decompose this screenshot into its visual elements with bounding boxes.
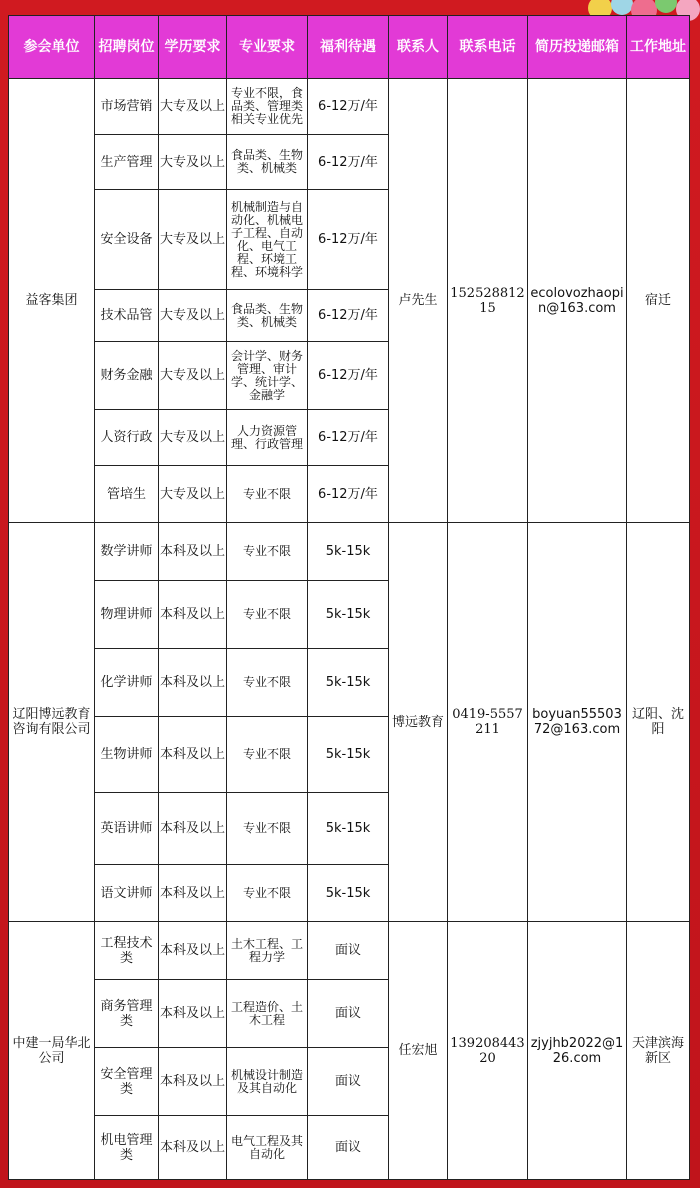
header-phone: 联系电话: [448, 16, 528, 79]
company-phone: 13920844320: [448, 922, 528, 1180]
job-pay: 5k-15k: [308, 523, 389, 581]
header-address: 工作地址: [627, 16, 690, 79]
job-post: 安全管理类: [95, 1048, 159, 1116]
job-education: 本科及以上: [159, 523, 227, 581]
job-major: 专业不限: [227, 717, 308, 793]
company-email: boyuan5550372@163.com: [528, 523, 627, 922]
job-pay: 5k-15k: [308, 717, 389, 793]
job-pay: 6-12万/年: [308, 410, 389, 466]
job-education: 本科及以上: [159, 865, 227, 922]
company-contact: 博远教育: [389, 523, 448, 922]
job-pay: 5k-15k: [308, 581, 389, 649]
job-post: 技术品管: [95, 290, 159, 342]
job-education: 本科及以上: [159, 793, 227, 865]
job-post: 机电管理类: [95, 1116, 159, 1180]
header-row: [9, 16, 690, 79]
job-major: 食品类、生物类、机械类: [227, 135, 308, 190]
job-pay: 6-12万/年: [308, 190, 389, 290]
job-education: 本科及以上: [159, 649, 227, 717]
job-education: 本科及以上: [159, 980, 227, 1048]
company-phone: 0419-5557211: [448, 523, 528, 922]
job-major: 专业不限: [227, 865, 308, 922]
header-company: 参会单位: [9, 16, 95, 79]
job-major: 工程造价、土木工程: [227, 980, 308, 1048]
company-address: 天津滨海新区: [627, 922, 690, 1180]
job-pay: 面议: [308, 1048, 389, 1116]
job-post: 财务金融: [95, 342, 159, 410]
job-pay: 面议: [308, 980, 389, 1048]
header-pay: 福利待遇: [308, 16, 389, 79]
job-major: 专业不限: [227, 793, 308, 865]
table-row: [9, 922, 690, 980]
job-pay: 6-12万/年: [308, 79, 389, 135]
company-address: 辽阳、沈阳: [627, 523, 690, 922]
job-post: 工程技术类: [95, 922, 159, 980]
job-post: 市场营销: [95, 79, 159, 135]
job-pay: 6-12万/年: [308, 290, 389, 342]
job-major: 专业不限: [227, 649, 308, 717]
company-contact: 卢先生: [389, 79, 448, 523]
header-education: 学历要求: [159, 16, 227, 79]
job-pay: 6-12万/年: [308, 342, 389, 410]
table-row: [9, 79, 690, 135]
job-pay: 面议: [308, 922, 389, 980]
job-major: 电气工程及其自动化: [227, 1116, 308, 1180]
job-post: 人资行政: [95, 410, 159, 466]
job-pay: 5k-15k: [308, 865, 389, 922]
company-email: zjyjhb2022@126.com: [528, 922, 627, 1180]
job-major: 机械制造与自动化、机械电子工程、自动化、电气工程、环境工程、环境科学: [227, 190, 308, 290]
job-post: 数学讲师: [95, 523, 159, 581]
job-post: 化学讲师: [95, 649, 159, 717]
job-education: 大专及以上: [159, 79, 227, 135]
company-address: 宿迁: [627, 79, 690, 523]
job-major: 机械设计制造及其自动化: [227, 1048, 308, 1116]
job-pay: 5k-15k: [308, 649, 389, 717]
job-major: 专业不限: [227, 466, 308, 523]
company-contact: 任宏旭: [389, 922, 448, 1180]
job-post: 生物讲师: [95, 717, 159, 793]
job-post: 语文讲师: [95, 865, 159, 922]
job-pay: 面议: [308, 1116, 389, 1180]
job-post: 管培生: [95, 466, 159, 523]
company-name: 辽阳博远教育咨询有限公司: [9, 523, 95, 922]
job-major: 专业不限，食品类、管理类相关专业优先: [227, 79, 308, 135]
job-post: 生产管理: [95, 135, 159, 190]
job-major: 人力资源管理、行政管理: [227, 410, 308, 466]
recruitment-table: [8, 15, 690, 1180]
job-education: 本科及以上: [159, 581, 227, 649]
job-education: 本科及以上: [159, 922, 227, 980]
header-major: 专业要求: [227, 16, 308, 79]
company-name: 益客集团: [9, 79, 95, 523]
job-education: 大专及以上: [159, 290, 227, 342]
job-pay: 6-12万/年: [308, 135, 389, 190]
job-education: 大专及以上: [159, 342, 227, 410]
job-post: 安全设备: [95, 190, 159, 290]
job-education: 本科及以上: [159, 717, 227, 793]
job-education: 大专及以上: [159, 466, 227, 523]
company-name: 中建一局华北公司: [9, 922, 95, 1180]
header-email: 简历投递邮箱: [528, 16, 627, 79]
header-post: 招聘岗位: [95, 16, 159, 79]
job-post: 商务管理类: [95, 980, 159, 1048]
job-education: 本科及以上: [159, 1048, 227, 1116]
company-phone: 15252881215: [448, 79, 528, 523]
company-email: ecolovozhaopin@163.com: [528, 79, 627, 523]
job-post: 物理讲师: [95, 581, 159, 649]
job-major: 食品类、生物类、机械类: [227, 290, 308, 342]
job-education: 大专及以上: [159, 410, 227, 466]
job-major: 专业不限: [227, 523, 308, 581]
job-post: 英语讲师: [95, 793, 159, 865]
job-pay: 5k-15k: [308, 793, 389, 865]
job-pay: 6-12万/年: [308, 466, 389, 523]
job-education: 大专及以上: [159, 135, 227, 190]
header-contact: 联系人: [389, 16, 448, 79]
job-education: 本科及以上: [159, 1116, 227, 1180]
table-row: [9, 523, 690, 581]
job-education: 大专及以上: [159, 190, 227, 290]
job-major: 专业不限: [227, 581, 308, 649]
job-major: 土木工程、工程力学: [227, 922, 308, 980]
job-major: 会计学、财务管理、审计学、统计学、金融学: [227, 342, 308, 410]
